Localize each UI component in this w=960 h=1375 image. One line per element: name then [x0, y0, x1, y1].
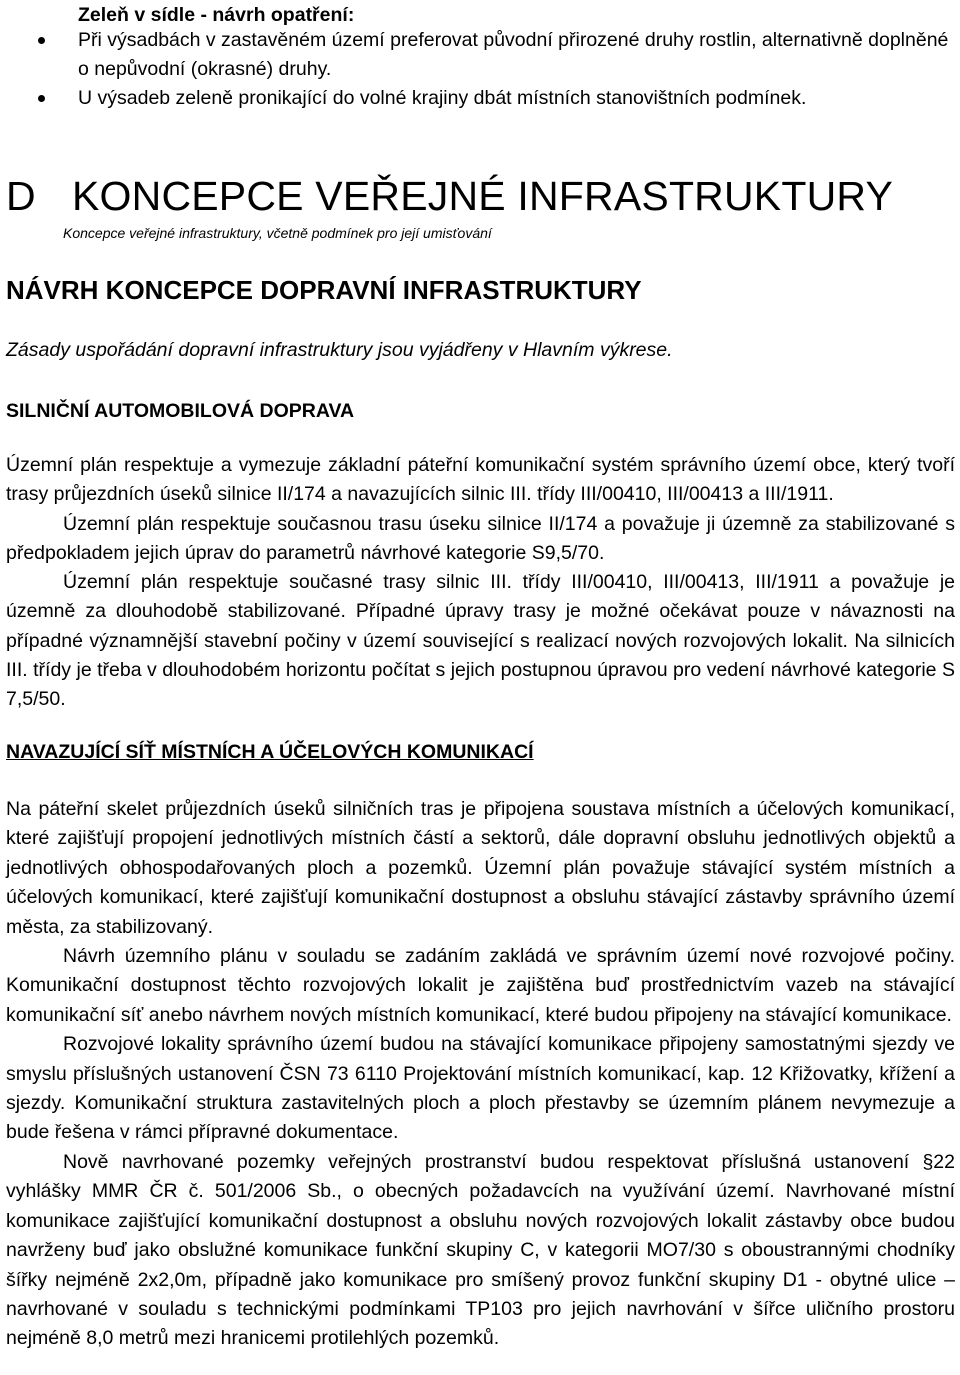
paragraph: Na páteřní skelet průjezdních úseků silničních tras je připojena soustava místních a účelových komunikací, které zajišťují propojení jednotlivých místních částí a sektorů, dále dopravní obsluhu jednotlivých objektů a jednotlivých obhospodařovaných ploch a pozemků. Územní plán považuje stávající systém místních a účelových komunikací, které zajišťují komunikační dostupnost a obsluhu stávající zástavby správního území města, za stabilizovaný.	[6, 798, 955, 938]
chapter-subtitle: Koncepce veřejné infrastruktury, včetně podmínek pro její umisťování	[63, 225, 492, 241]
list-item	[0, 84, 960, 113]
paragraph: Nově navrhované pozemky veřejných prostranství budou respektovat příslušná ustanovení §22 vyhlášky MMR ČR č. 501/2006 Sb., o obecných požadavcích na využívání území. Navrhované místní komunikace zajišťující komunikační dostupnost a obsluhu nových rozvojových lokalit zástavby obce budou navrženy buď jako obslužné komunikace funkční skupiny C, v kategorii MO7/30 s oboustrannými chodníky šířky nejméně 2x2,0m, případně jako komunikace pro smíšený provoz funkční skupiny D1 - obytné ulice – navrhované v souladu s technickými podmínkami TP103 pro jejich navrhování v šířce uličního prostoru nejméně 8,0 metrů mezi hranicemi protilehlých pozemků.	[6, 1150, 955, 1350]
greenery-heading: Zeleň v sídle - návrh opatření:	[78, 4, 355, 26]
road-transport-text	[6, 451, 955, 715]
paragraph: Územní plán respektuje a vymezuje základní páteřní komunikační systém správního území obce, který tvoří trasy průjezdních úseků silnice II/174 a navazujících silnic III. třídy III/00410, III/00413 a III/1911.	[6, 454, 955, 506]
list-item-text: Při výsadbách v zastavěném území preferovat původní přirozené druhy rostlin, alternativně doplněné o nepůvodní (okrasné) druhy.	[78, 29, 949, 80]
section-heading: NÁVRH KONCEPCE DOPRAVNÍ INFRASTRUKTURY	[6, 275, 642, 305]
paragraph: Územní plán respektuje současné trasy silnic III. třídy III/00410, III/00413, III/1911 a považuje je územně za dlouhodobě stabilizované. Případné úpravy trasy je možné očekávat pouze v návaznosti na případné významnější stavební počiny v území související s realizací nových rozvojových lokalit. Na silnicích III. třídy je třeba v dlouhodobém horizontu počítat s jejich postupnou úpravou pro vedení návrhové kategorie S 7,5/50.	[6, 571, 955, 711]
road-transport-heading: SILNIČNÍ AUTOMOBILOVÁ DOPRAVA	[6, 400, 355, 422]
local-network-text	[6, 795, 955, 1354]
section-intro: Zásady uspořádání dopravní infrastruktury jsou vyjádřeny v Hlavním výkrese.	[6, 339, 673, 361]
list-item	[0, 26, 960, 84]
bullet-icon	[38, 95, 45, 102]
chapter-title: KONCEPCE VEŘEJNÉ INFRASTRUKTURY	[72, 173, 894, 219]
bullet-icon	[38, 37, 45, 44]
local-network-heading: NAVAZUJÍCÍ SÍŤ MÍSTNÍCH A ÚČELOVÝCH KOMUNIKACÍ	[6, 741, 534, 763]
paragraph: Návrh územního plánu v souladu se zadáním zakládá ve správním území nové rozvojové počiny. Komunikační dostupnost těchto rozvojových lokalit je zajištěna buď prostřednictvím vazeb na stávající komunikační síť anebo návrhem nových místních komunikací, které budou připojeny na stávající komunikace.	[6, 945, 955, 1026]
greenery-measures-list	[0, 26, 960, 113]
paragraph: Územní plán respektuje současnou trasu úseku silnice II/174 a považuje ji územně za stabilizované s předpokladem jejich úprav do parametrů návrhové kategorie S9,5/70.	[6, 512, 955, 564]
paragraph: Rozvojové lokality správního území budou na stávající komunikace připojeny samostatnými sjezdy ve smyslu příslušných ustanovení ČSN 73 6110 Projektování místních komunikací, kap. 12 Křižovatky, křížení a sjezdy. Komunikační struktura zastavitelných ploch a ploch přestavby se územním plánem nevymezuje a bude řešena v rámci přípravné dokumentace.	[6, 1033, 955, 1144]
list-item-text: U výsadeb zeleně pronikající do volné krajiny dbát místních stanovištních podmínek.	[78, 87, 807, 109]
chapter-letter: D	[6, 173, 36, 219]
chapter-heading	[6, 172, 893, 220]
